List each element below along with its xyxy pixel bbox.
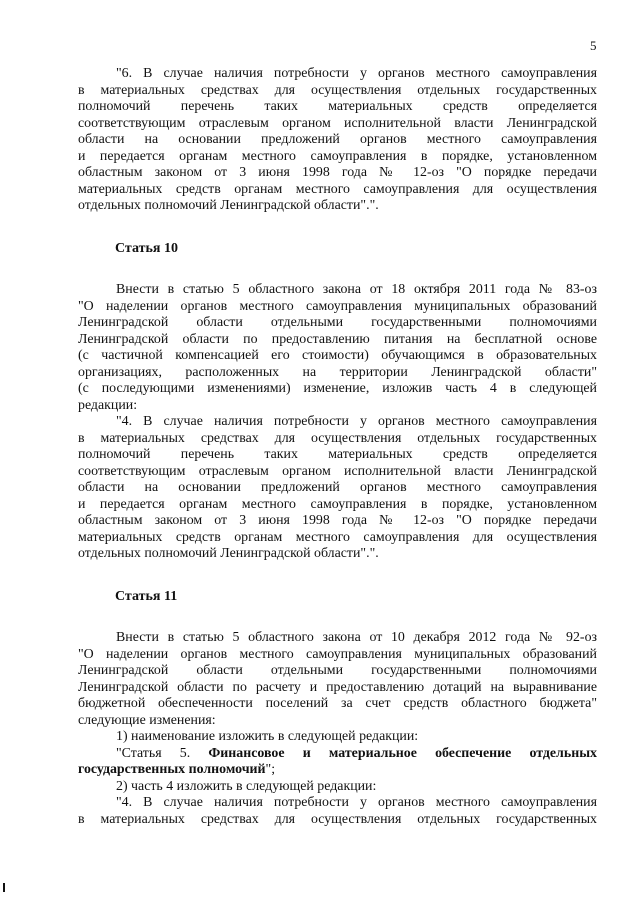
text-line: области на основании предложений органов местного самоуправления xyxy=(78,132,597,147)
text-line: соответствующим отраслевым органом исполнительной власти Ленинградской xyxy=(78,463,597,479)
text-line: полномочий перечень таких материальных средств определяется xyxy=(78,447,597,462)
text-line: в материальных средствах для осуществления отдельных государственных xyxy=(78,430,597,446)
text-line: областным законом от 3 июня 1998 года № 12-оз "О порядке передачи xyxy=(78,513,597,528)
list-item-1: 1) наименование изложить в следующей редакции: xyxy=(116,729,419,744)
text-line: в материальных средствах для осуществления отдельных государственных xyxy=(78,82,597,98)
text-line: Ленинградской области по предоставлению питания на бесплатной основе xyxy=(78,331,597,347)
text-line: и передается органам местного самоуправления в порядке, установленном xyxy=(78,148,597,164)
page-number: 5 xyxy=(590,38,597,53)
text-line xyxy=(78,746,597,763)
quote-bold-text: Финансовое и материальное обеспечение отдельных xyxy=(208,745,597,761)
text-line: соответствующим отраслевым органом исполнительной власти Ленинградской xyxy=(78,115,597,131)
text-line: Внести в статью 5 областного закона от 18 октября 2011 года № 83-оз xyxy=(116,282,597,297)
article-11-title: Статья 11 xyxy=(115,589,178,604)
text-line: материальных средств органам местного самоуправления для осуществления xyxy=(78,181,597,197)
quote-suffix: "; xyxy=(265,762,276,777)
text-line: "4. В случае наличия потребности у органов местного самоуправления xyxy=(116,414,597,429)
text-line: материальных средств органам местного самоуправления для осуществления xyxy=(78,529,597,545)
margin-mark xyxy=(3,883,5,892)
text-line: (с последующими изменениями) изменение, изложив часть 4 в следующей xyxy=(78,381,597,396)
text-line: организациях, расположенных на территории Ленинградской области" xyxy=(78,364,597,380)
text-line: областным законом от 3 июня 1998 года № 12-оз "О порядке передачи xyxy=(78,165,597,180)
text-line xyxy=(78,762,597,779)
text-line: "О наделении органов местного самоуправления муниципальных образований xyxy=(78,646,597,662)
text-line: следующие изменения: xyxy=(78,712,216,728)
text-line: Внести в статью 5 областного закона от 10 декабря 2012 года № 92-оз xyxy=(116,630,597,645)
quote-bold-text: государственных полномочий xyxy=(78,762,266,777)
text-line: бюджетной обеспеченности поселений за счет средств областного бюджета" xyxy=(78,696,597,711)
text-line: "4. В случае наличия потребности у органов местного самоуправления xyxy=(116,795,597,810)
article-10-title: Статья 10 xyxy=(115,241,178,256)
text-line: и передается органам местного самоуправления в порядке, установленном xyxy=(78,496,597,512)
text-line: Ленинградской области по расчету и предоставлению дотаций на выравнивание xyxy=(78,679,597,695)
text-line: отдельных полномочий Ленинградской области".". xyxy=(78,546,379,561)
text-line: "6. В случае наличия потребности у органов местного самоуправления xyxy=(116,66,597,81)
text-line: отдельных полномочий Ленинградской области".". xyxy=(78,198,379,213)
text-line: в материальных средствах для осуществления отдельных государственных xyxy=(78,811,597,827)
text-line: Ленинградской области отдельными государственными полномочиями xyxy=(78,315,597,330)
text-line: "О наделении органов местного самоуправления муниципальных образований xyxy=(78,298,597,314)
text-line: (с частичной компенсацией его стоимости) обучающимся в образовательных xyxy=(78,348,597,363)
list-item-2: 2) часть 4 изложить в следующей редакции: xyxy=(116,778,377,794)
text-line: полномочий перечень таких материальных средств определяется xyxy=(78,99,597,114)
text-line: Ленинградской области отдельными государственными полномочиями xyxy=(78,663,597,678)
text-line: области на основании предложений органов местного самоуправления xyxy=(78,480,597,495)
quote-prefix: "Статья 5. xyxy=(116,745,209,761)
text-line: редакции: xyxy=(78,397,138,413)
